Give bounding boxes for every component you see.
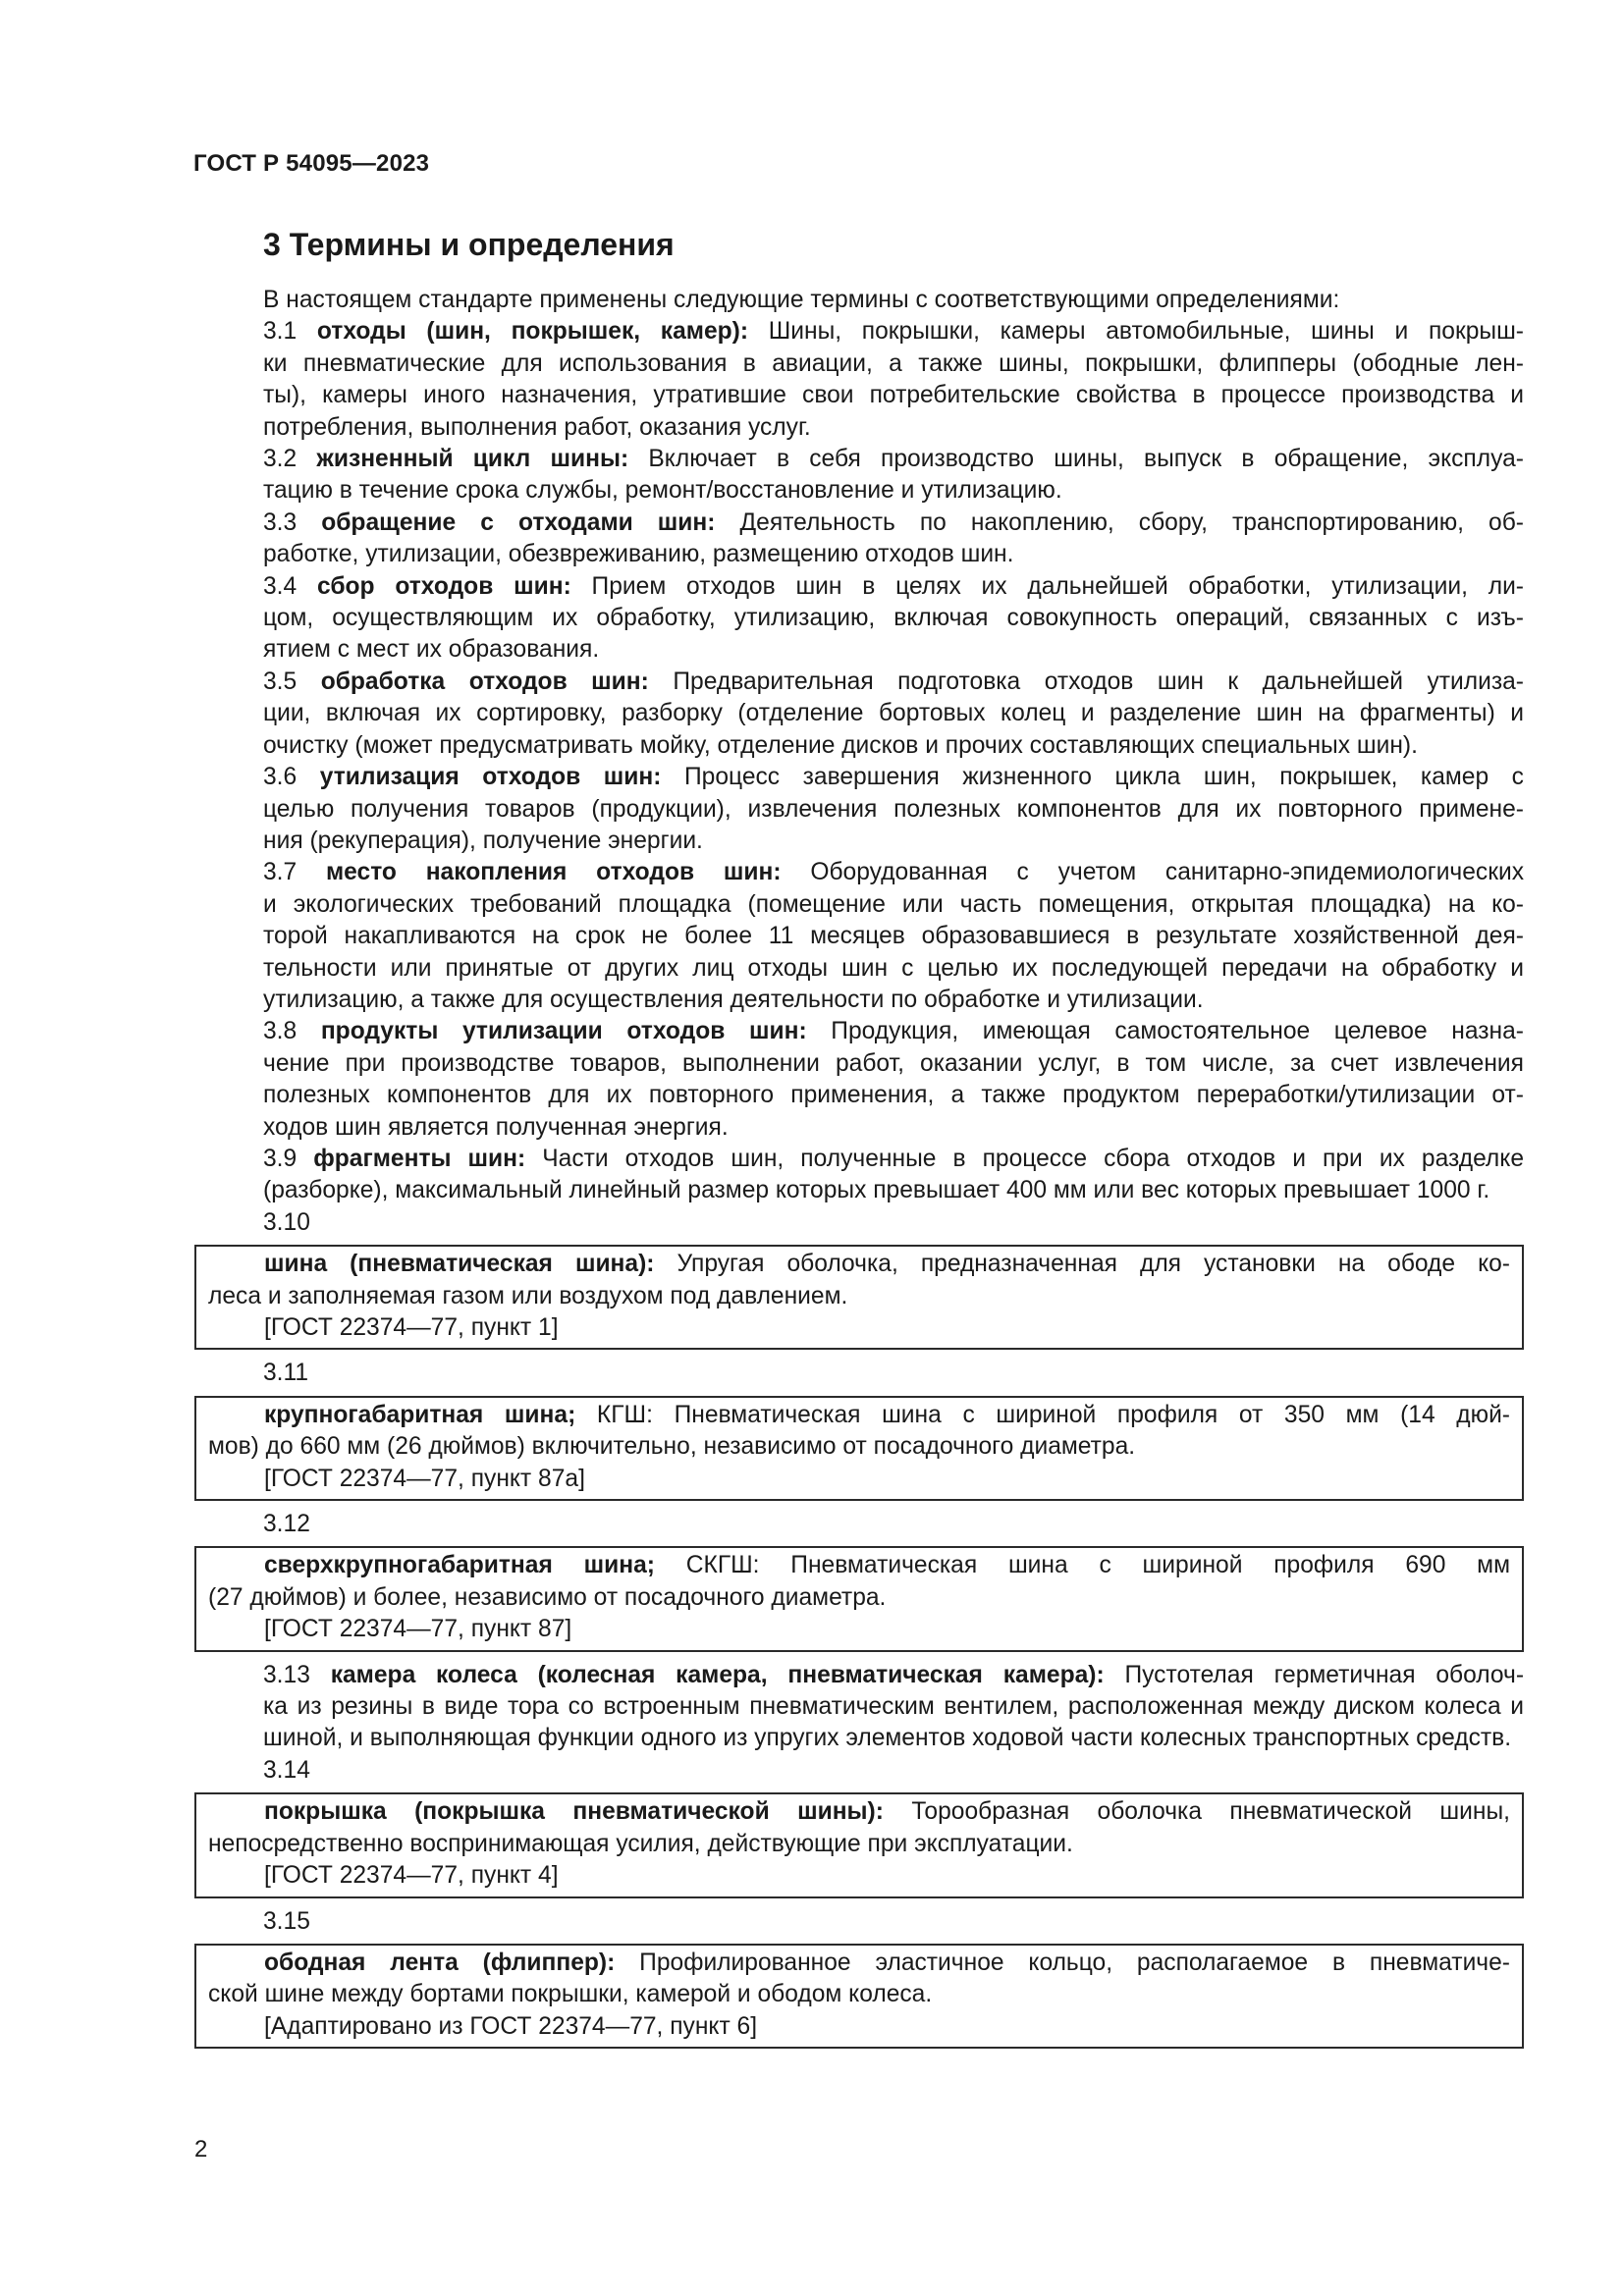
term-paragraph-3-7	[194, 857, 1524, 1016]
term-definition-line: ции, включая их сортировку, разборку (отделение бортовых колец и разделение шин на фрагменты) и	[263, 700, 1524, 727]
term-number: 3.14	[263, 1756, 310, 1784]
term-number: 3.8	[263, 1018, 321, 1045]
term-name: покрышка (покрышка пневматической шины):	[264, 1798, 884, 1826]
term-name: фрагменты шин:	[313, 1145, 526, 1172]
term-definition: СКГШ: Пневматическая шина с шириной профиля 690 мм	[654, 1552, 1510, 1579]
term-number: 3.5	[263, 667, 321, 695]
term-source-reference: [ГОСТ 22374—77, пункт 87]	[264, 1616, 572, 1643]
term-definition: Оборудованная с учетом санитарно-эпидемиологических	[781, 859, 1525, 886]
term-definition-line: полезных компонентов для их повторного применения, а также продуктом переработки/утилизации от-	[263, 1082, 1524, 1109]
term-definition-line: шиной, и выполняющая функции одного из упругих элементов ходовой части колесных транспортных средств.	[263, 1725, 1512, 1752]
term-definition-line: ской шине между бортами покрышки, камерой и ободом колеса.	[208, 1981, 933, 2008]
term-paragraph-3-9	[194, 1144, 1524, 1207]
term-definition-line: ки пневматические для использования в авиации, а также шины, покрышки, флипперы (ободные лен-	[263, 349, 1524, 377]
term-definition: Деятельность по накоплению, сбору, транспортированию, об-	[715, 508, 1524, 536]
term-number: 3.6	[263, 764, 320, 791]
term-name: крупногабаритная шина;	[264, 1401, 576, 1428]
term-definition: Части отходов шин, полученные в процессе сбора отходов и при их разделке	[525, 1145, 1524, 1172]
term-name: отходы (шин, покрышек, камер):	[316, 318, 749, 346]
term-definition-line: чение при производстве товаров, выполнении работ, оказании услуг, в том числе, за счет извлечения	[263, 1049, 1524, 1077]
term-definition-line: тацию в течение срока службы, ремонт/восстановление и утилизацию.	[263, 477, 1062, 505]
term-definition-line: и экологических требований площадка (помещение или часть помещения, открытая площадка) на ко-	[263, 890, 1524, 918]
term-paragraph-3-5	[194, 667, 1524, 762]
term-definition: КГШ: Пневматическая шина с шириной профиля от 350 мм (14 дюй-	[575, 1401, 1510, 1428]
term-definition-line: утилизацию, а также для осуществления деятельности по обработке и утилизации.	[263, 986, 1204, 1013]
term-paragraph-3-8	[194, 1016, 1524, 1144]
term-paragraph-3-1	[194, 316, 1524, 444]
term-number: 3.3	[263, 508, 322, 536]
term-definition-line: ходов шин является полученная энергия.	[263, 1113, 729, 1141]
term-definition-line: цом, осуществляющим их обработку, утилизацию, включая совокупность операций, связанных с изъ-	[263, 605, 1524, 632]
term-number: 3.9	[263, 1145, 314, 1172]
term-box-3-11	[194, 1396, 1524, 1501]
term-number: 3.1	[263, 318, 317, 346]
term-definition-line: ния (рекуперация), получение энергии.	[263, 827, 703, 854]
term-definition: Торообразная оболочка пневматической шины,	[883, 1798, 1510, 1826]
intro-paragraph: В настоящем стандарте применены следующие термины с соответствующими определениями:	[263, 287, 1340, 313]
term-source-reference: [ГОСТ 22374—77, пункт 1]	[264, 1314, 559, 1341]
section-title: 3 Термины и определения	[263, 227, 675, 262]
term-definition: Включает в себя производство шины, выпуск в обращение, эксплуа-	[628, 446, 1524, 473]
term-number: 3.2	[263, 446, 317, 473]
term-definition-line: очистку (может предусматривать мойку, отделение дисков и прочих составляющих специальных шин).	[263, 731, 1418, 759]
term-box-3-12	[194, 1546, 1524, 1651]
term-definition: Прием отходов шин в целях их дальнейшей обработки, утилизации, ли-	[570, 572, 1524, 600]
term-name: продукты утилизации отходов шин:	[320, 1018, 807, 1045]
term-source-reference: [Адаптировано из ГОСТ 22374—77, пункт 6]	[264, 2012, 758, 2040]
term-number: 3.10	[263, 1208, 310, 1236]
term-name: утилизация отходов шин:	[319, 764, 662, 791]
term-definition-line: леса и заполняемая газом или воздухом под давлением.	[208, 1282, 848, 1309]
term-name: жизненный цикл шины:	[316, 446, 629, 473]
term-name: камера колеса (колесная камера, пневматическая камера):	[330, 1661, 1105, 1688]
term-definition-line: торой накапливаются на срок не более 11 месяцев образовавшиеся в результате хозяйственной дея-	[263, 923, 1524, 950]
term-number: 3.13	[263, 1661, 331, 1688]
term-source-reference: [ГОСТ 22374—77, пункт 4]	[264, 1862, 559, 1890]
term-definition-line: потребления, выполнения работ, оказания услуг.	[263, 413, 811, 441]
document-code: ГОСТ Р 54095—2023	[193, 150, 430, 177]
term-definition-line: целью получения товаров (продукции), извлечения полезных компонентов для их повторного примене-	[263, 795, 1524, 823]
term-definition-line: непосредственно воспринимающая усилия, действующие при эксплуатации.	[208, 1830, 1073, 1857]
term-name: шина (пневматическая шина):	[264, 1251, 655, 1278]
term-definition-line: тельности или принятые от других лиц отходы шин с целью их последующей передачи на обработку и	[263, 954, 1524, 982]
term-name: сверхкрупногабаритная шина;	[264, 1552, 655, 1579]
term-definition-line: ка из резины в виде тора со встроенным пневматическим вентилем, расположенная между диском колеса и	[263, 1693, 1524, 1721]
term-definition-line: (разборке), максимальный линейный размер которых превышает 400 мм или вес которых превышает 1000 г.	[263, 1177, 1490, 1204]
term-paragraph-3-13	[194, 1660, 1524, 1755]
term-definition: Продукция, имеющая самостоятельное целевое назна-	[806, 1018, 1524, 1045]
term-number: 3.12	[263, 1511, 310, 1538]
term-box-3-14	[194, 1792, 1524, 1897]
term-definition-line: ты), камеры иного назначения, утратившие свои потребительские свойства в процессе производства и	[263, 382, 1524, 409]
term-number: 3.11	[263, 1360, 309, 1387]
term-definition: Шины, покрышки, камеры автомобильные, шины и покрыш-	[748, 318, 1524, 346]
term-name: обработка отходов шин:	[320, 667, 649, 695]
term-source-reference: [ГОСТ 22374—77, пункт 87а]	[264, 1465, 585, 1492]
term-definition: Процесс завершения жизненного цикла шин, покрышек, камер с	[661, 764, 1524, 791]
term-name: обращение с отходами шин:	[321, 508, 716, 536]
term-name: ободная лента (флиппер):	[264, 1949, 616, 1976]
term-definition: Пустотелая герметичная оболоч-	[1104, 1661, 1525, 1688]
term-paragraph-3-6	[194, 762, 1524, 857]
term-paragraph-3-4	[194, 571, 1524, 667]
term-box-3-15	[194, 1944, 1524, 2049]
terms-content	[194, 285, 1524, 2056]
term-name: место накопления отходов шин:	[325, 859, 782, 886]
page-number: 2	[194, 2136, 208, 2163]
term-paragraph-3-2	[194, 444, 1524, 507]
term-number: 3.15	[263, 1907, 310, 1935]
term-definition: Упругая оболочка, предназначенная для установки на ободе ко-	[654, 1251, 1511, 1278]
term-box-3-10	[194, 1245, 1524, 1350]
term-number: 3.7	[263, 859, 326, 886]
term-definition-line: (27 дюймов) и более, независимо от посадочного диаметра.	[208, 1583, 887, 1611]
term-definition-line: мов) до 660 мм (26 дюймов) включительно, независимо от посадочного диаметра.	[208, 1433, 1136, 1461]
term-definition: Профилированное эластичное кольцо, располагаемое в пневматиче-	[615, 1949, 1510, 1976]
term-definition-line: работке, утилизации, обезвреживанию, размещению отходов шин.	[263, 541, 1014, 568]
term-number: 3.4	[263, 572, 317, 600]
term-definition: Предварительная подготовка отходов шин к дальнейшей утилиза-	[648, 667, 1524, 695]
term-definition-line: ятием с мест их образования.	[263, 636, 600, 664]
term-name: сбор отходов шин:	[316, 572, 571, 600]
term-paragraph-3-3	[194, 507, 1524, 571]
